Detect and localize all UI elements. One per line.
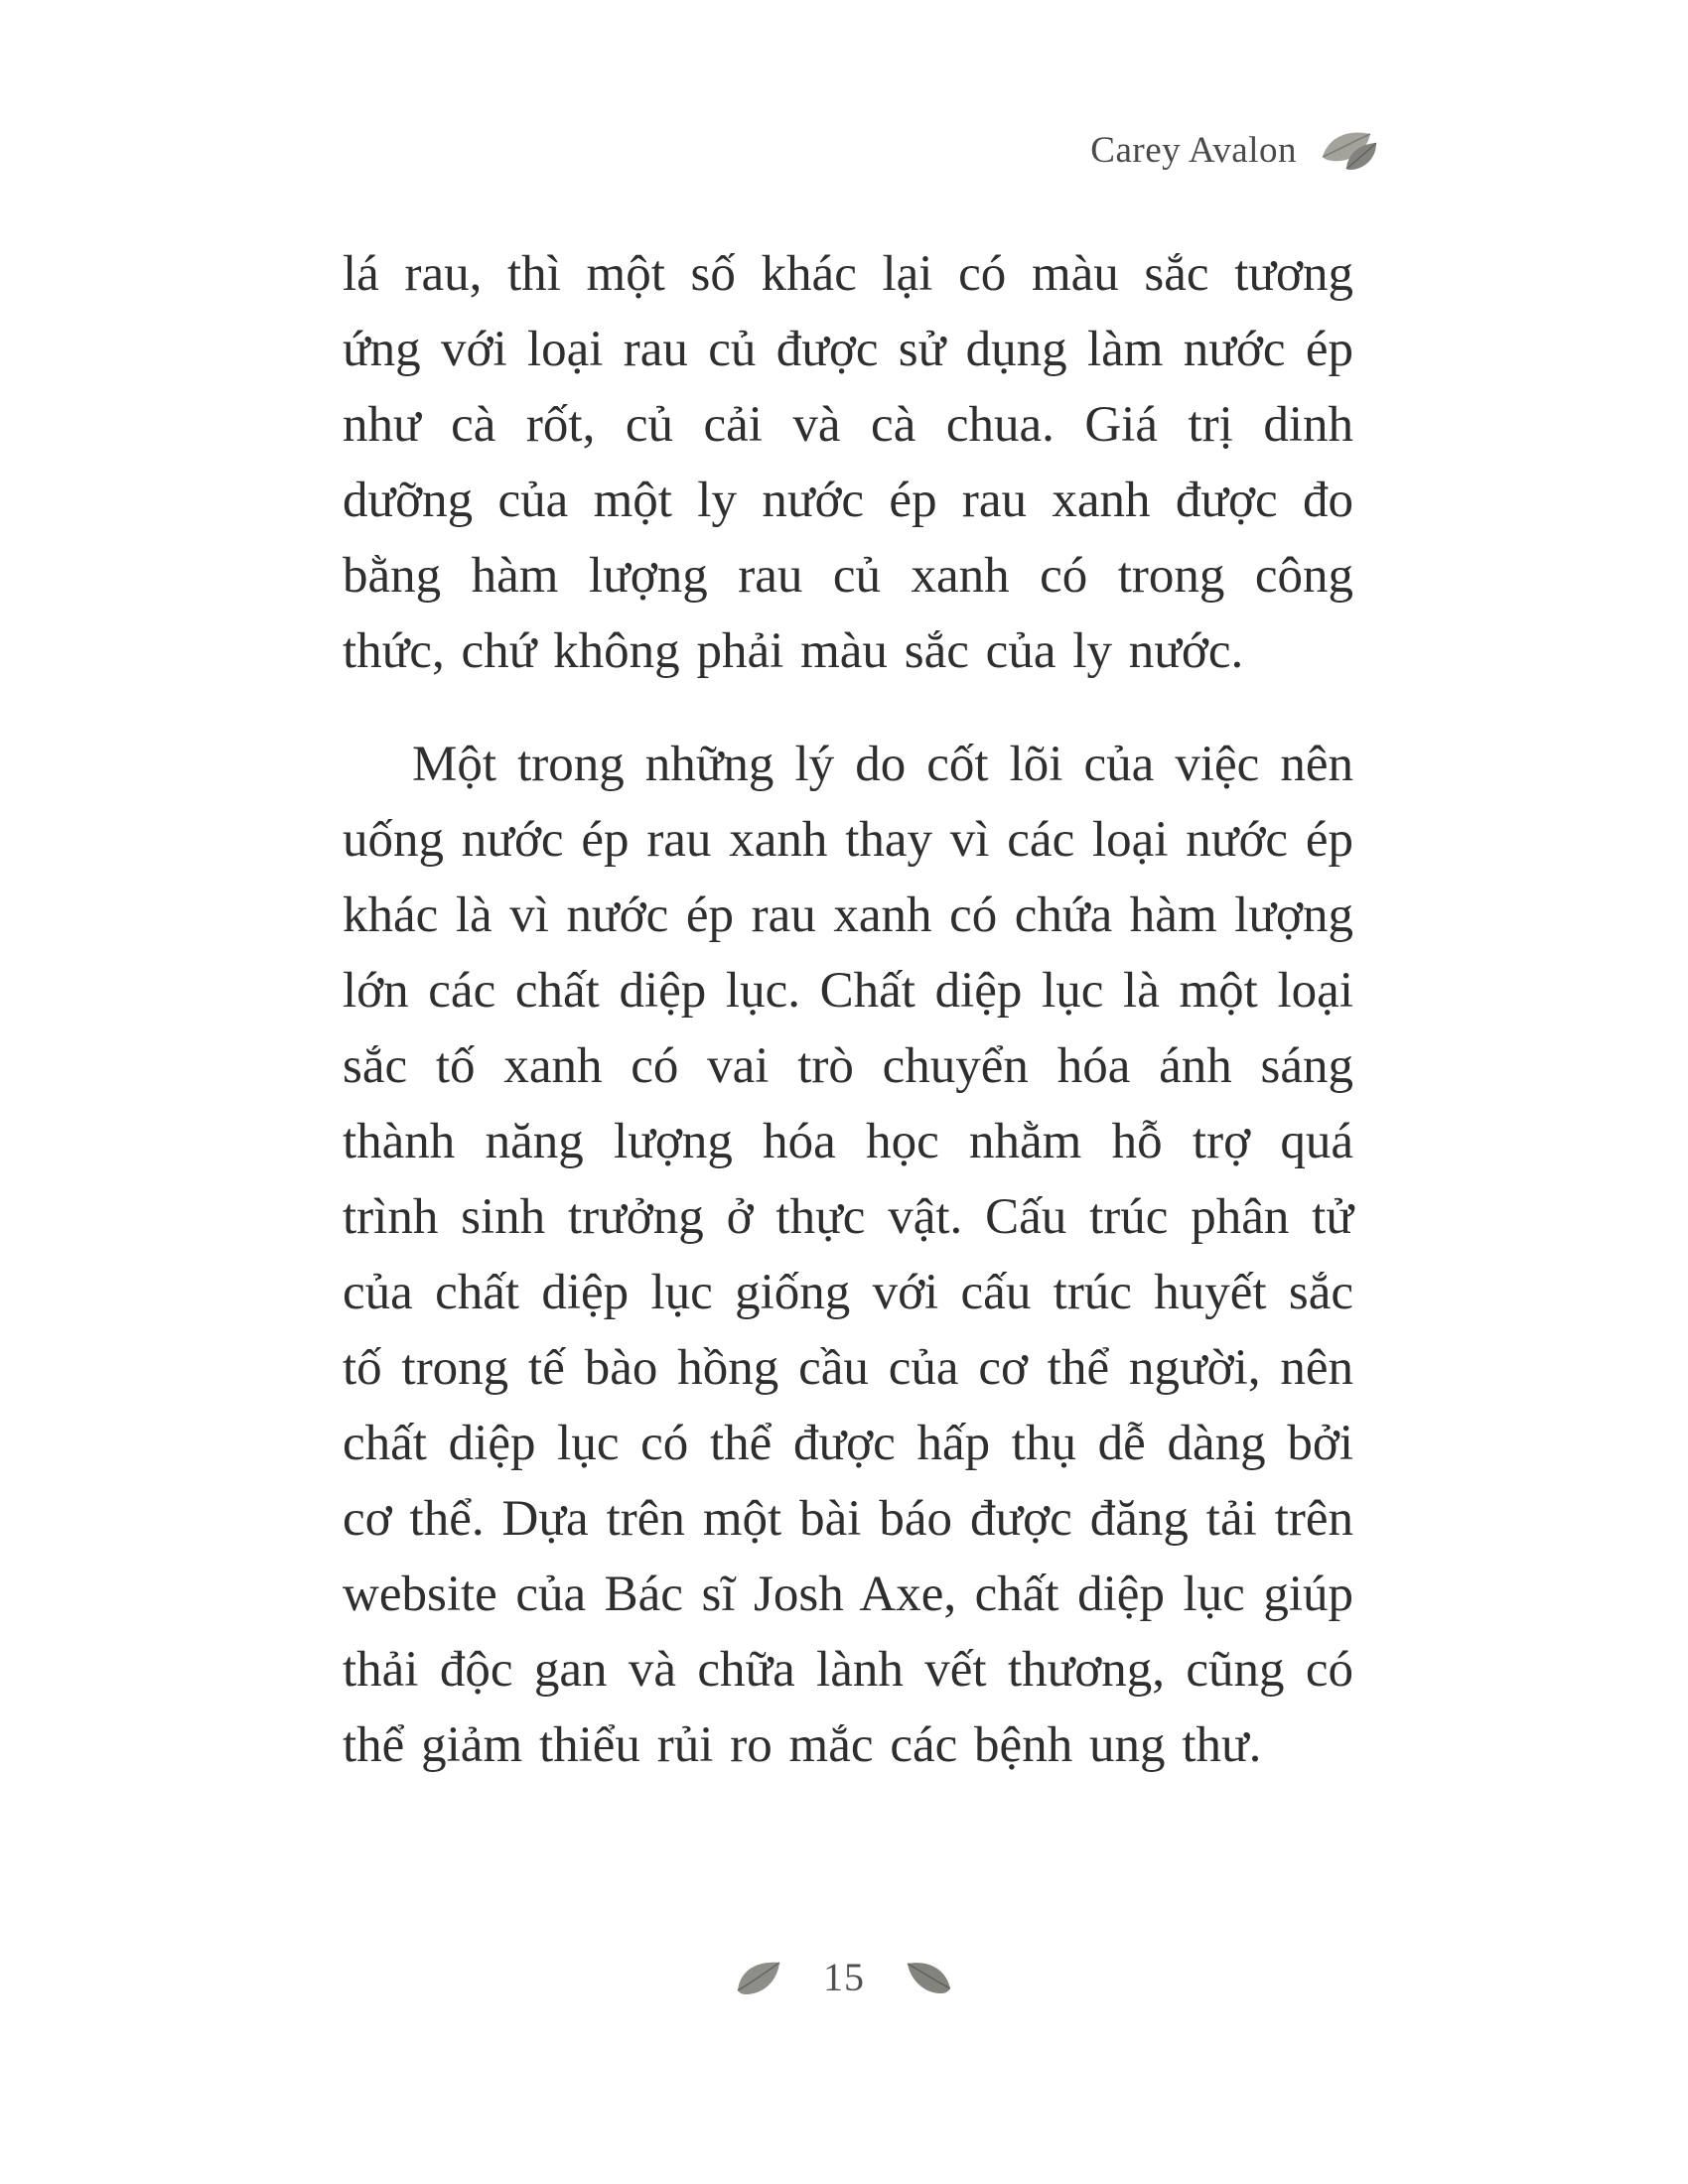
leaf-icon [903, 1957, 954, 1998]
page-footer [0, 1954, 1688, 2000]
page-body [343, 236, 1353, 1783]
page-number: 15 [823, 1955, 865, 1999]
running-header-author: Carey Avalon [1090, 129, 1297, 171]
leaves-icon [1319, 127, 1382, 173]
leaf-icon [734, 1957, 785, 1998]
page-header [1090, 127, 1382, 173]
paragraph: Một trong những lý do cốt lõi của việc nên uống nước ép rau xanh thay vì các loại nước ép khác là vì nước ép rau xanh có chứa hàm lượng lớn các chất diệp lục. Chất diệp lục là một loại sắc tố xanh có vai trò chuyển hóa ánh sáng thành năng lượng hóa học nhằm hỗ trợ quá trình sinh trưởng ở thực vật. Cấu trúc phân tử của chất diệp lục giống với cấu trúc huyết sắc tố trong tế bào hồng cầu của cơ thể người, nên chất diệp lục có thể được hấp thụ dễ dàng bởi cơ thể. Dựa trên một bài báo được đăng tải trên website của Bác sĩ Josh Axe, chất diệp lục giúp thải độc gan và chữa lành vết thương, cũng có thể giảm thiểu rủi ro mắc các bệnh ung thư. [343, 737, 1353, 1773]
paragraph: lá rau, thì một số khác lại có màu sắc tương ứng với loại rau củ được sử dụng làm nước ép như cà rốt, củ cải và cà chua. Giá trị dinh dưỡng của một ly nước ép rau xanh được đo bằng hàm lượng rau củ xanh có trong công thức, chứ không phải màu sắc của ly nước. [343, 246, 1353, 679]
